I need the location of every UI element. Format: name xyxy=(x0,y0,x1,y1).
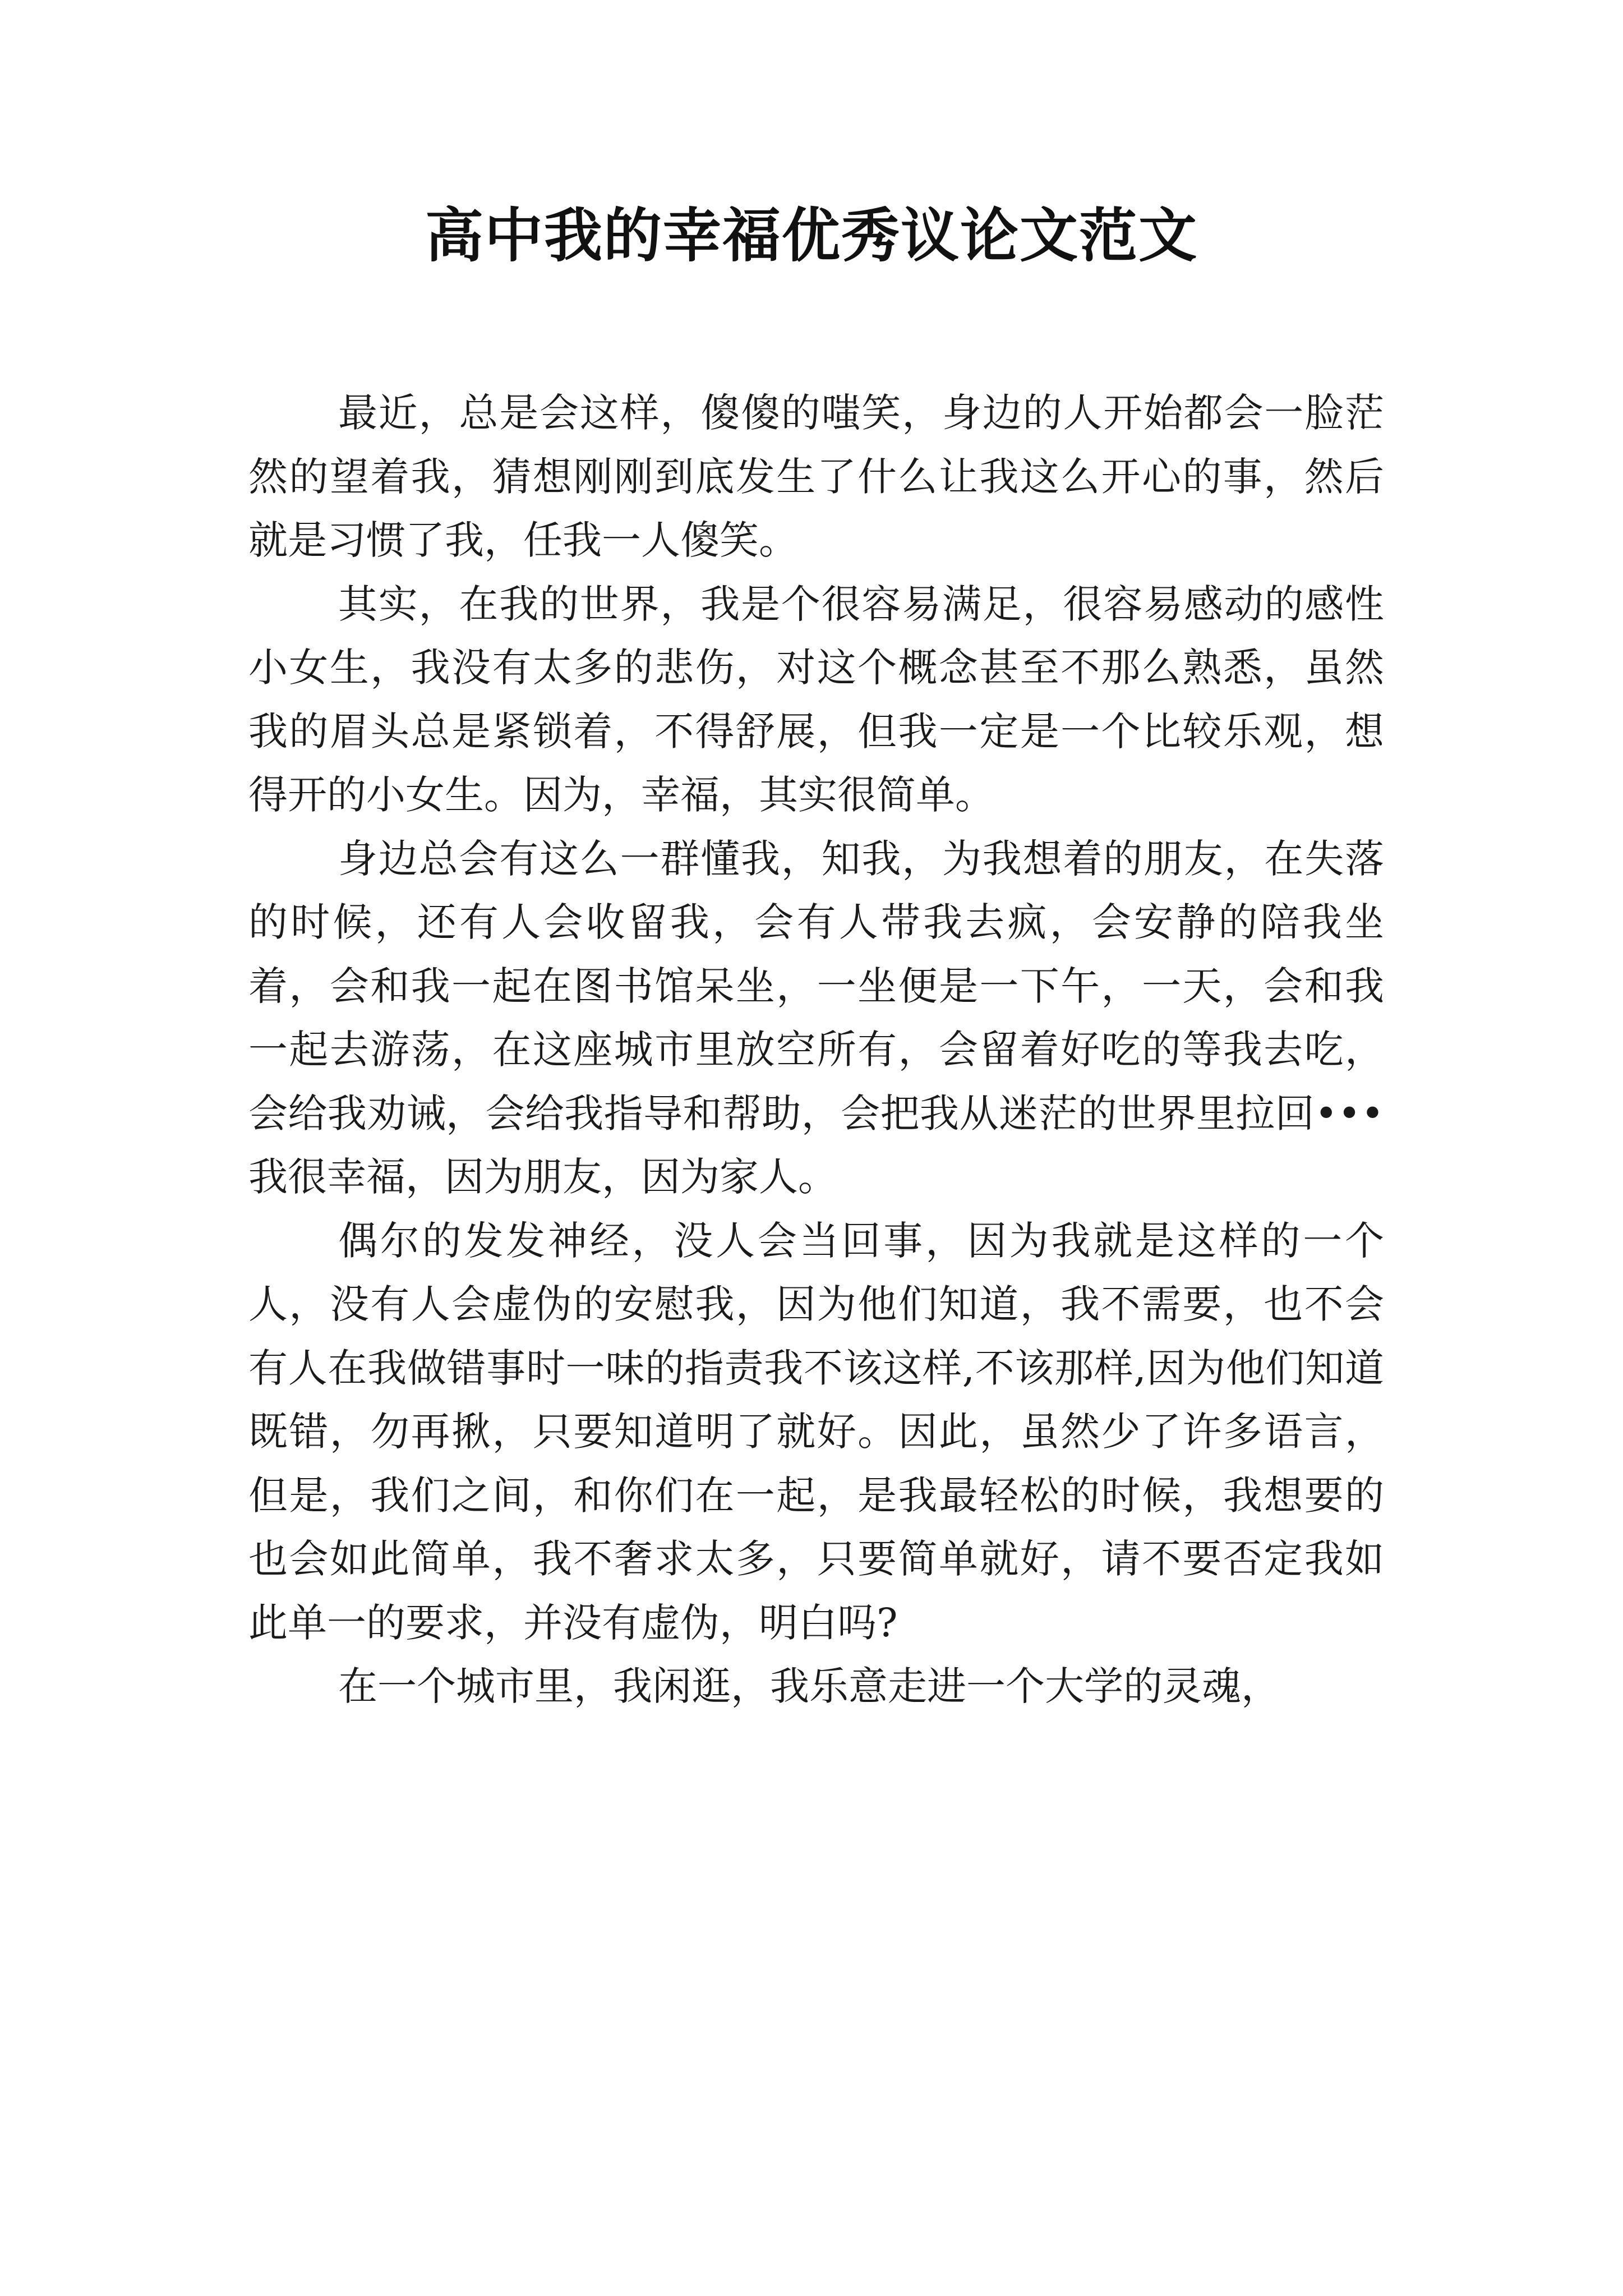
paragraph: 身边总会有这么一群懂我，知我，为我想着的朋友，在失落的时候，还有人会收留我，会有人带我去疯，会安静的陪我坐着，会和我一起在图书馆呆坐，一坐便是一下午，一天，会和我一起去游荡，在这座城市里放空所有，会留着好吃的等我去吃，会给我劝诫，会给我指导和帮助，会把我从迷茫的世界里拉回•••我很幸福，因为朋友，因为家人。 xyxy=(248,835,1384,1200)
essay-body xyxy=(248,381,1384,1719)
paragraph: 偶尔的发发神经，没人会当回事，因为我就是这样的一个人，没有人会虚伪的安慰我，因为他们知道，我不需要，也不会有人在我做错事时一味的指责我不该这样,不该那样,因为他们知道既错，勿再揪，只要知道明了就好。因此，虽然少了许多语言，但是，我们之间，和你们在一起，是我最轻松的时候，我想要的也会如此简单，我不奢求太多，只要简单就好，请不要否定我如此单一的要求，并没有虚伪，明白吗? xyxy=(248,1217,1384,1646)
paragraph: 在一个城市里，我闲逛，我乐意走进一个大学的灵魂， xyxy=(338,1663,1280,1709)
paragraph: 最近，总是会这样，傻傻的嗤笑，身边的人开始都会一脸茫然的望着我，猜想刚刚到底发生了什么让我这么开心的事，然后就是习惯了我，任我一人傻笑。 xyxy=(248,390,1384,563)
paragraph: 其实，在我的世界，我是个很容易满足，很容易感动的感性小女生，我没有太多的悲伤，对这个概念甚至不那么熟悉，虽然我的眉头总是紧锁着，不得舒展，但我一定是一个比较乐观，想得开的小女生。因为，幸福，其实很简单。 xyxy=(248,581,1384,818)
page-title: 高中我的幸福优秀议论文范文 xyxy=(425,201,1198,270)
